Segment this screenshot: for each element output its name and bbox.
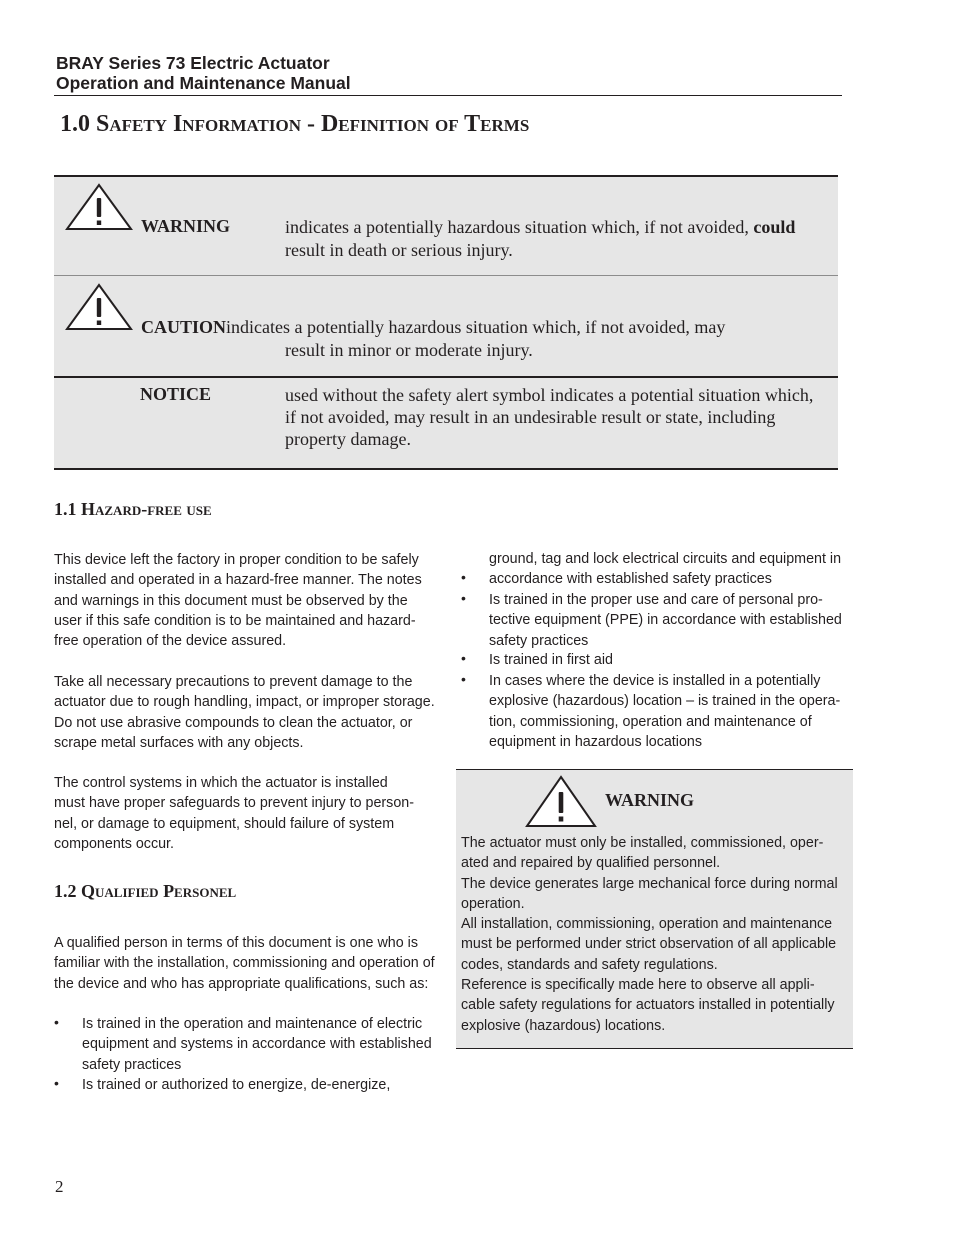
text-line: Reference is specifically made here to observe all appli- [461, 977, 815, 994]
text-line: safety practices [82, 1056, 182, 1073]
list-item-continuation: ground, tag and lock electrical circuits and equipment in [489, 551, 842, 567]
term-definition-warning-line2: result in death or serious injury. [285, 240, 513, 260]
text-line: must have proper safeguards to prevent injury to person- [54, 795, 414, 812]
text-line: explosive (hazardous) location – is trained in the opera- [489, 693, 841, 710]
text-line: equipment in hazardous locations [489, 733, 703, 750]
text-line: must be performed under strict observation of all applicable [461, 936, 837, 953]
warning-triangle-icon [525, 775, 597, 828]
text-line: Is trained or authorized to energize, de-energize, [82, 1077, 391, 1093]
term-definition-caution [141, 316, 725, 339]
text-line: All installation, commissioning, operation and maintenance [461, 916, 833, 933]
term-label-warning: WARNING [141, 216, 231, 236]
term-definition-notice-line2: if not avoided, may result in an undesirable result or state, including [285, 407, 776, 427]
text-line: operation. [461, 895, 525, 912]
text-line: free operation of the device assured. [54, 633, 287, 650]
text-line: installed and operated in a hazard-free manner. The notes [54, 572, 422, 589]
text-line: Take all necessary precautions to prevent damage to the [54, 674, 413, 690]
text-line: A qualified person in terms of this document is one who is [54, 935, 418, 951]
section-title: 1.0 Safety Information - Definition of Terms [60, 111, 530, 137]
page-number: 2 [55, 1177, 64, 1196]
warning-callout-text [461, 833, 838, 1036]
term-definition-notice: used without the safety alert symbol indicates a potential situation which, [285, 385, 814, 405]
text-line: accordance with established safety practices [489, 571, 772, 587]
text-line: scrape metal surfaces with any objects. [54, 734, 304, 751]
text-line: The device generates large mechanical force during normal [461, 875, 838, 892]
text-line: The actuator must only be installed, commissioned, oper- [461, 835, 824, 851]
list-item [82, 1014, 432, 1075]
text-line: explosive (hazardous) locations. [461, 1017, 666, 1034]
paragraph-hazard-free-1 [54, 550, 422, 651]
text-line: This device left the factory in proper condition to be safely [54, 552, 419, 568]
text-line: tion, commissioning, operation and maintenance of [489, 713, 812, 730]
text-line: the device and who has appropriate qualifications, such as: [54, 975, 429, 992]
term-definition-notice-line3: property damage. [285, 429, 411, 449]
text-line: Is trained in the operation and maintenance of electric [82, 1016, 423, 1032]
text-line: Do not use abrasive compounds to clean the actuator, or [54, 714, 413, 731]
text-line: cable safety regulations for actuators installed in potentially [461, 997, 835, 1014]
term-text: indicates a potentially hazardous situation which, if not avoided, may [226, 317, 726, 337]
text-line: nel, or damage to equipment, should failure of system [54, 815, 395, 832]
warning-callout-title: WARNING [605, 790, 695, 810]
document-header-subtitle: Operation and Maintenance Manual [56, 73, 351, 93]
term-label-caution: CAUTION [141, 317, 227, 337]
term-label-notice: NOTICE [140, 384, 212, 404]
bullet-marker: • [54, 1075, 59, 1091]
text-line: and warnings in this document must be observed by the [54, 592, 408, 609]
subsection-title-qualified-personnel: 1.2 Qualified Personel [54, 881, 237, 901]
text-line: user if this safe condition is to be maintained and hazard- [54, 612, 416, 629]
paragraph-hazard-free-2 [54, 672, 435, 753]
text-line: codes, standards and safety regulations. [461, 956, 718, 973]
list-item [489, 590, 842, 651]
text-line: Is trained in first aid [489, 652, 613, 668]
list-item [489, 671, 840, 752]
text-line: ated and repaired by qualified personnel. [461, 855, 721, 872]
bullet-marker: • [461, 650, 466, 666]
subsection-title-hazard-free: 1.1 Hazard-free use [54, 499, 212, 519]
warning-triangle-icon [65, 283, 133, 331]
term-definition-warning [285, 216, 795, 239]
warning-triangle-icon [65, 183, 133, 231]
bullet-marker: • [461, 569, 466, 585]
document-header-title: BRAY Series 73 Electric Actuator [56, 53, 330, 73]
text-line: components occur. [54, 835, 175, 852]
list-item [489, 650, 613, 670]
term-definition-caution-line2: result in minor or moderate injury. [285, 340, 533, 360]
term-emphasis: could [753, 217, 796, 237]
paragraph-qualified-intro [54, 933, 435, 994]
list-item [82, 1075, 390, 1095]
paragraph-hazard-free-3 [54, 773, 414, 854]
bullet-marker: • [54, 1014, 59, 1030]
text-line: equipment and systems in accordance with established [82, 1036, 432, 1053]
text-line: tective equipment (PPE) in accordance with established [489, 612, 842, 629]
header-divider [54, 95, 842, 96]
bullet-marker: • [461, 590, 466, 606]
text-line: Is trained in the proper use and care of personal pro- [489, 592, 823, 608]
list-item [489, 569, 772, 589]
text-line: The control systems in which the actuator is installed [54, 775, 388, 791]
text-line: safety practices [489, 632, 589, 649]
term-text: indicates a potentially hazardous situation which, if not avoided, [285, 217, 754, 237]
text-line: familiar with the installation, commissioning and operation of [54, 955, 435, 972]
bullet-marker: • [461, 671, 466, 687]
text-line: actuator due to rough handling, impact, or improper storage. [54, 694, 435, 711]
text-line: In cases where the device is installed in a potentially [489, 673, 821, 689]
